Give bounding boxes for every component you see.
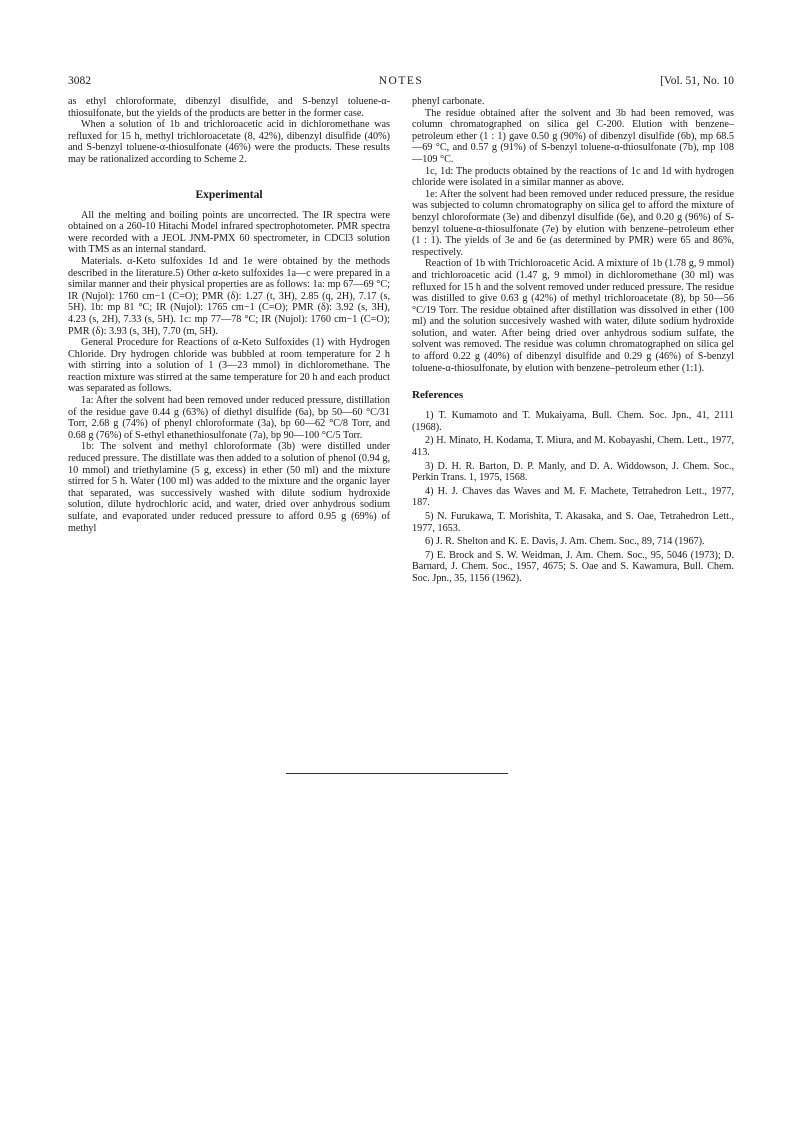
reference-list (412, 410, 734, 584)
reference-item: 1) T. Kumamoto and T. Mukaiyama, Bull. Chem. Soc. Jpn., 41, 2111 (1968). (412, 410, 734, 433)
paragraph-general-procedure: General Procedure for Reactions of α-Keto Sulfoxides (1) with Hydrogen Chloride. Dry hydrogen chloride was bubbled at room temperature for 2 h with stirring into a solution of 1 (3—23 mmol) in dichloromethane. The reaction mixture was stirred at the same temperature for 20 h and each product was separated as follows. (68, 337, 390, 395)
end-rule (286, 773, 508, 774)
reference-item: 4) H. J. Chaves das Waves and M. F. Machete, Tetrahedron Lett., 1977, 187. (412, 485, 734, 509)
paragraph-1b-reaction: When a solution of 1b and trichloroacetic acid in dichloromethane was refluxed for 15 h, methyl trichloroacetate (8, 42%), dibenzyl disulfide (40%) and S-benzyl toluene-α-thiosulfonate (46%) were the products. These results may be rationalized according to Scheme 2. (68, 119, 390, 165)
paragraph-materials: Materials. α-Keto sulfoxides 1d and 1e were obtained by the methods described in the literature.5) Other α-keto sulfoxides 1a—c were prepared in a similar manner and their physical properties are as follows: 1a: mp 67—69 °C; IR (Nujol): 1760 cm−1 (C=O); PMR (δ): 1.27 (t, 3H), 2.85 (q, 2H), 7.17 (s, 5H). 1b: mp 81 °C; IR (Nujol): 1765 cm−1 (C=O); PMR (δ): 3.92 (s, 3H), 4.23 (s, 2H), 7.33 (s, 5H). 1c: mp 77—78 °C; IR (Nujol): 1760 cm−1 (C=O); PMR (δ): 3.93 (s, 3H), 7.70 (m, 5H). (68, 255, 390, 337)
continued-paragraph-right: phenyl carbonate. (412, 96, 485, 107)
reference-item: 6) J. R. Shelton and K. E. Davis, J. Am. Chem. Soc., 89, 714 (1967). (425, 536, 705, 548)
paragraph-general: All the melting and boiling points are uncorrected. The IR spectra were obtained on a 260-10 Hitachi Model infrared spectrophotometer. PMR spectra were recorded with a JEOL JNM-PMX 60 spectrometer, in CDCl3 solution with TMS as an internal standard. (68, 209, 390, 256)
references-heading: References (412, 389, 464, 402)
paragraph-3b-residue: The residue obtained after the solvent and 3b had been removed, was column chromatographed on silica gel C-200. Elution with benzene–petroleum ether (1 : 1) gave 0.50 g (90%) of dibenzyl disulfide (6b), mp 68.5—69 °C, and 0.57 g (91%) of S-benzyl toluene-α-thiosulfonate (7b), mp 108—109 °C. (412, 107, 734, 165)
page-number: 3082 (68, 75, 91, 87)
left-column (68, 96, 390, 534)
paragraph-1b: 1b: The solvent and methyl chloroformate (3b) were distilled under reduced pressure. The distillate was then added to a solution of phenol (0.94 g, 10 mmol) and triethylamine (5 g, excess) in ether (50 ml) and the mixture stirred for 5 h. Water (100 ml) was added to the mixture and the organic layer that separated, was successively washed with dilute sodium hydroxide solution, dilute hydrochloric acid, and water, dried over anhydrous sodium sulfate, and evaporated under reduced pressure to afford 0.95 g (69%) of methyl (68, 441, 390, 534)
volume-info: [Vol. 51, No. 10 (660, 75, 734, 87)
reference-item: 3) D. H. R. Barton, D. P. Manly, and D. A. Widdowson, J. Chem. Soc., Perkin Trans. 1, 1975, 1568. (412, 460, 734, 484)
running-title: NOTES (378, 75, 424, 87)
paragraph-trichloroacetic: Reaction of 1b with Trichloroacetic Acid. A mixture of 1b (1.78 g, 9 mmol) and trichloroacetic acid (1.47 g, 9 mmol) in dichloromethane (30 ml) was refluxed for 15 h and the solvent removed under reduced pressure. The residue was distilled to give 0.63 g (42%) of methyl trichloroacetate (8), bp 50—56 °C/19 Torr. The residue obtained after distillation was dissolved in ether (100 ml) and the solution succesively washed with water, dilute sodium hydroxide solution, and water. After being dried over anhydrous sodium sulfate, the solvent was removed. The residue was column chromatographed on silica gel to afford 0.22 g (40%) of dibenzyl disulfide and 0.29 g (46%) of S-benzyl toluene-α-thiosulfonate, by elution with benzene–petroleum ether (1:1). (412, 258, 734, 374)
right-column (412, 96, 734, 587)
paragraph-1a: 1a: After the solvent had been removed under reduced pressure, distillation of the residue gave 0.44 g (63%) of diethyl disulfide (6a), bp 50—60 °C/31 Torr, 2.68 g (74%) of phenyl chloroformate (3a), bp 60—62 °C/8 Torr, and 0.68 g (76%) of S-ethyl ethanethiosulfonate (7a), bp 90—100 °C/5 Torr. (68, 395, 390, 441)
reference-item: 2) H. Minato, H. Kodama, T. Miura, and M. Kobayashi, Chem. Lett., 1977, 413. (412, 435, 734, 459)
paragraph-1e: 1e: After the solvent had been removed under reduced pressure, the residue was subjected to column chromatography on silica gel to afford the mixture of benzyl chloroformate (3e) and dibenzyl disulfide (6e), and 0.20 g (96%) of S-benzyl toluene-α-thiosulfonate (7e) by elution with benzene–petroleum ether (1 : 1). The yields of 3e and 6e (as determined by PMR) were 65 and 86%, respectively. (412, 188, 734, 258)
reference-item: 7) E. Brock and S. W. Weidman, J. Am. Chem. Soc., 95, 5046 (1973); D. Barnard, J. Chem. Soc., 1957, 4675; S. Oae and S. Kawamura, Bull. Chem. Soc. Jpn., 35, 1156 (1962). (412, 549, 734, 584)
continued-paragraph: as ethyl chloroformate, dibenzyl disulfide, and S-benzyl toluene-α-thiosulfonate, but the yields of the products are better in the former case. (68, 96, 390, 119)
paragraph-1c-1d: 1c, 1d: The products obtained by the reactions of 1c and 1d with hydrogen chloride were isolated in a similar manner as above. (412, 165, 734, 189)
reference-item: 5) N. Furukawa, T. Morishita, T. Akasaka, and S. Oae, Tetrahedron Lett., 1977, 1653. (412, 511, 734, 534)
page-header (68, 73, 734, 89)
section-heading-experimental: Experimental (195, 188, 263, 201)
